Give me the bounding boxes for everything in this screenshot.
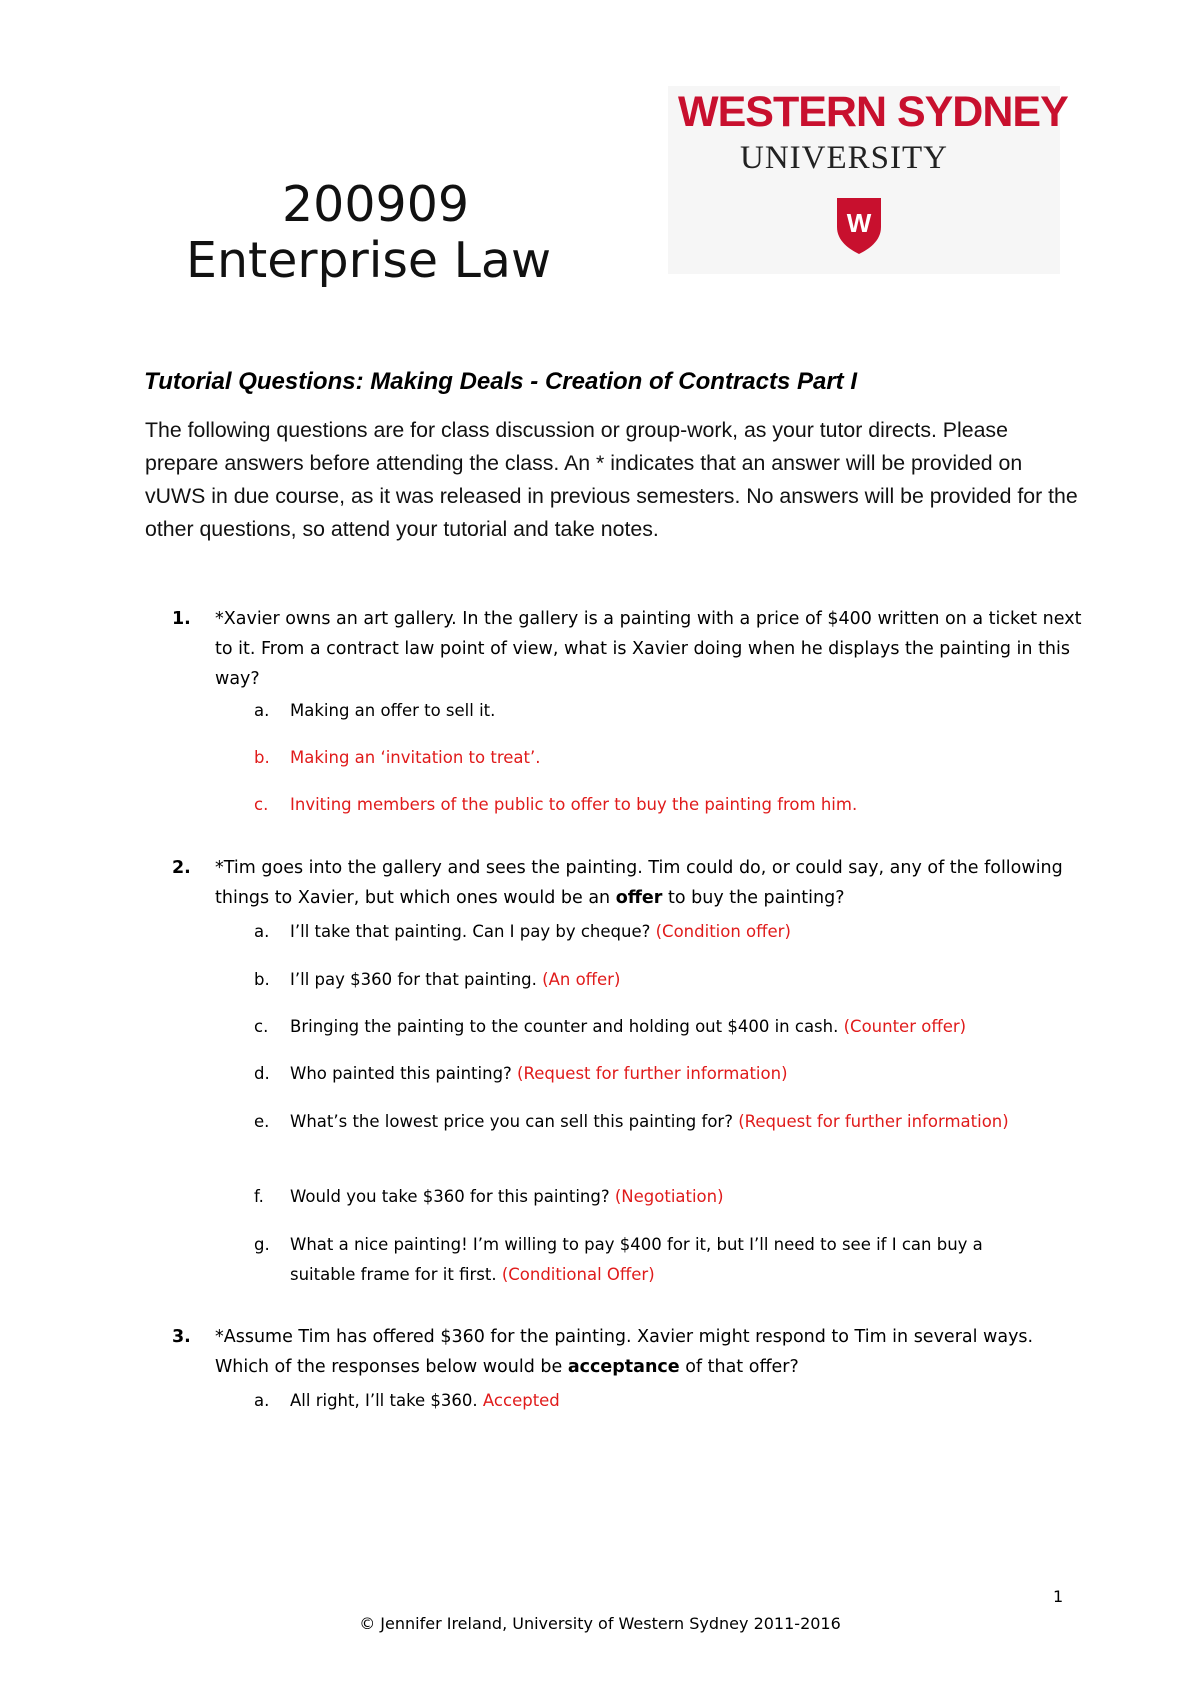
option-text: Inviting members of the public to offer to buy the painting from him. xyxy=(290,795,858,814)
option-answer: (Negotiation) xyxy=(614,1187,724,1206)
option-text: Bringing the painting to the counter and holding out $400 in cash. xyxy=(290,1017,844,1036)
option-answer: (Conditional Offer) xyxy=(501,1265,655,1284)
option-text: I’ll pay $360 for that painting. xyxy=(290,970,543,989)
intro-paragraph: The following questions are for class discussion or group-work, as your tutor directs. Please prepare answers before attending the class. An * indicates that an answer will be provided on vUWS in due course, as it was released in previous semesters. No answers will be provided for the other questions, so attend your tutorial and take notes. xyxy=(145,418,1078,541)
option-1b xyxy=(254,743,1050,773)
option-text: Making an ‘invitation to treat’. xyxy=(290,748,541,767)
question-3 xyxy=(172,1322,1085,1382)
option-text: Would you take $360 for this painting? xyxy=(290,1187,615,1206)
question-text: *Assume Tim has offered $360 for the painting. Xavier might respond to Tim in several ways. Which of the responses below would be xyxy=(215,1327,1034,1377)
page-number: 1 xyxy=(1053,1587,1064,1606)
option-2c xyxy=(254,1012,1050,1042)
option-answer: Accepted xyxy=(482,1391,560,1410)
question-text: *Xavier owns an art gallery. In the gallery is a painting with a price of $400 written on a ticket next to it. From a contract law point of view, what is Xavier doing when he displays the painting in this way? xyxy=(215,609,1082,689)
option-text: What’s the lowest price you can sell this painting for? xyxy=(290,1112,739,1131)
option-text: I’ll take that painting. Can I pay by cheque? xyxy=(290,922,656,941)
option-answer: (Request for further information) xyxy=(738,1112,1009,1131)
question-emphasis: acceptance xyxy=(567,1357,680,1377)
option-letter: a. xyxy=(254,1391,270,1410)
option-3a xyxy=(254,1386,1050,1416)
option-text: Who painted this painting? xyxy=(290,1064,518,1083)
logo-name: WESTERN SYDNEY xyxy=(678,88,1068,136)
university-logo xyxy=(668,86,1068,274)
option-2d xyxy=(254,1059,1050,1089)
option-1c xyxy=(254,790,1050,820)
option-letter: a. xyxy=(254,922,270,941)
question-number: 3. xyxy=(172,1327,191,1347)
option-letter: f. xyxy=(254,1187,264,1206)
option-text: All right, I’ll take $360. xyxy=(290,1391,483,1410)
option-answer: (Condition offer) xyxy=(655,922,791,941)
option-answer: (Request for further information) xyxy=(517,1064,788,1083)
option-2b xyxy=(254,965,1050,995)
option-letter: b. xyxy=(254,970,270,989)
question-number: 1. xyxy=(172,609,191,629)
shield-letter: W xyxy=(846,208,872,238)
option-1a xyxy=(254,696,1050,726)
shield-icon xyxy=(836,197,882,255)
course-name: Enterprise Law xyxy=(186,232,552,289)
option-letter: e. xyxy=(254,1112,270,1131)
question-text-end: of that offer? xyxy=(679,1357,799,1377)
question-number: 2. xyxy=(172,858,191,878)
question-1 xyxy=(172,604,1085,694)
option-letter: a. xyxy=(254,701,270,720)
tutorial-title: Tutorial Questions: Making Deals - Creation of Contracts Part I xyxy=(144,368,858,395)
question-2 xyxy=(172,853,1085,913)
option-2f xyxy=(254,1182,1050,1212)
option-letter: c. xyxy=(254,1017,269,1036)
course-code: 200909 xyxy=(282,176,470,233)
logo-subtitle: UNIVERSITY xyxy=(740,140,948,176)
footer-copyright: © Jennifer Ireland, University of Western Sydney 2011-2016 xyxy=(359,1614,841,1633)
option-2e xyxy=(254,1107,1050,1137)
option-letter: c. xyxy=(254,795,269,814)
option-answer: (An offer) xyxy=(542,970,621,989)
option-text: Making an offer to sell it. xyxy=(290,701,496,720)
option-2g xyxy=(254,1230,1050,1290)
option-letter: g. xyxy=(254,1235,270,1254)
question-text-end: to buy the painting? xyxy=(662,888,845,908)
question-text: *Tim goes into the gallery and sees the painting. Tim could do, or could say, any of the following things to Xavier, but which ones would be an xyxy=(215,858,1063,908)
option-text: What a nice painting! I’m willing to pay $400 for it, but I’ll need to see if I can buy a suitable frame for it first. xyxy=(290,1235,983,1284)
question-emphasis: offer xyxy=(615,888,663,908)
option-letter: b. xyxy=(254,748,270,767)
option-answer: (Counter offer) xyxy=(843,1017,967,1036)
option-letter: d. xyxy=(254,1064,270,1083)
option-2a xyxy=(254,917,1050,947)
